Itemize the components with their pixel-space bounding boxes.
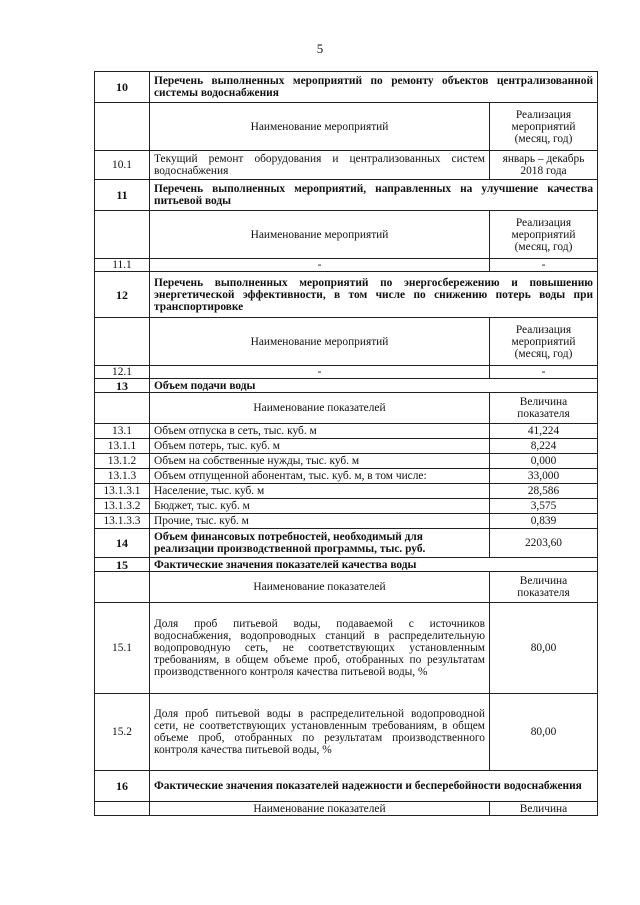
row-name: -: [150, 259, 490, 272]
row-value: 8,224: [490, 439, 598, 454]
row-value: 0,839: [490, 514, 598, 529]
column-header-value: Реализация мероприятий (месяц, год): [490, 103, 598, 151]
row-number: 13.1.3: [95, 469, 150, 484]
table-row: [95, 694, 598, 771]
row-name: Прочие, тыс. куб. м: [150, 514, 490, 529]
table-header-row: [95, 318, 598, 366]
section-title: Объем подачи воды: [150, 379, 598, 393]
row-number: 10.1: [95, 151, 150, 180]
row-number: 12.1: [95, 366, 150, 379]
row-value: 80,00: [490, 603, 598, 694]
row-name: Доля проб питьевой воды, подаваемой с источников водоснабжения, водопроводных станций в распределительную водопроводную сеть, не соответствующих установленным требованиям, в общем объеме проб, отобранных по результатам производственного контроля качества питьевой воды, %: [150, 603, 490, 694]
row-value: 3,575: [490, 499, 598, 514]
section-number: 13: [95, 379, 150, 393]
section-number: 14: [95, 529, 150, 558]
page-number: 5: [316, 41, 324, 56]
table-header-row: [95, 572, 598, 603]
row-name: Текущий ремонт оборудования и централизованных систем водоснабжения: [150, 151, 490, 180]
row-name: -: [150, 366, 490, 379]
column-header-name: Наименование мероприятий: [150, 318, 490, 366]
section-11-row: [95, 180, 598, 211]
section-title: Фактические значения показателей качества воды: [150, 558, 598, 572]
row-name: Объем отпущенной абонентам, тыс. куб. м, в том числе:: [150, 469, 490, 484]
row-number: 13.1: [95, 424, 150, 439]
row-value: 80,00: [490, 694, 598, 771]
table-header-row: [95, 393, 598, 424]
row-number: 13.1.2: [95, 454, 150, 469]
section-title: Перечень выполненных мероприятий по энергосбережению и повышению энергетической эффективности, в том числе по снижению потерь воды при транспортировке: [150, 272, 598, 318]
table-row: [95, 439, 598, 454]
section-title: Перечень выполненных мероприятий, направленных на улучшение качества питьевой воды: [150, 180, 598, 211]
row-number: 13.1.3.2: [95, 499, 150, 514]
section-12-row: [95, 272, 598, 318]
table-header-row: [95, 211, 598, 259]
table-row: [95, 424, 598, 439]
section-13-row: [95, 379, 598, 393]
row-name: Объем отпуска в сеть, тыс. куб. м: [150, 424, 490, 439]
row-value: 0,000: [490, 454, 598, 469]
table-header-row: [95, 802, 598, 816]
section-title: Фактические значения показателей надежности и бесперебойности водоснабжения: [150, 771, 598, 802]
row-name: Объем потерь, тыс. куб. м: [150, 439, 490, 454]
row-name: Население, тыс. куб. м: [150, 484, 490, 499]
table-row: [95, 454, 598, 469]
section-number: 10: [95, 72, 150, 103]
row-value: январь – декабрь 2018 года: [490, 151, 598, 180]
section-10-row: [95, 72, 598, 103]
table-row: [95, 151, 598, 180]
column-header-value: Величина показателя: [490, 572, 598, 603]
row-name: Доля проб питьевой воды в распределительной водопроводной сети, не соответствующих установленным требованиям, в общем объеме проб, отобранных по результатам производственного контроля качества питьевой воды, %: [150, 694, 490, 771]
section-15-row: [95, 558, 598, 572]
row-name: Объем на собственные нужды, тыс. куб. м: [150, 454, 490, 469]
table-row: [95, 499, 598, 514]
table-row: [95, 514, 598, 529]
section-number: 16: [95, 771, 150, 802]
row-value: -: [490, 259, 598, 272]
table-row: [95, 603, 598, 694]
section-number: 15: [95, 558, 150, 572]
row-value: 28,586: [490, 484, 598, 499]
row-number: 15.1: [95, 603, 150, 694]
section-title: Объем финансовых потребностей, необходимый для реализации производственной программы, тыс. руб.: [150, 529, 490, 558]
row-number: 13.1.3.3: [95, 514, 150, 529]
row-value: -: [490, 366, 598, 379]
section-16-row: [95, 771, 598, 802]
column-header-value: Величина показателя: [490, 393, 598, 424]
table-header-row: [95, 103, 598, 151]
row-value: 33,000: [490, 469, 598, 484]
table-row: [95, 259, 598, 272]
table-row: [95, 366, 598, 379]
column-header-name: Наименование мероприятий: [150, 211, 490, 259]
section-number: 11: [95, 180, 150, 211]
row-number: 15.2: [95, 694, 150, 771]
table-row: [95, 469, 598, 484]
production-program-table: [94, 71, 598, 816]
section-number: 12: [95, 272, 150, 318]
row-value: 41,224: [490, 424, 598, 439]
column-header-name: Наименование мероприятий: [150, 103, 490, 151]
column-header-name: Наименование показателей: [150, 393, 490, 424]
column-header-value: Величина: [490, 802, 598, 816]
column-header-name: Наименование показателей: [150, 572, 490, 603]
row-number: 11.1: [95, 259, 150, 272]
column-header-value: Реализация мероприятий (месяц, год): [490, 211, 598, 259]
row-name: Бюджет, тыс. куб. м: [150, 499, 490, 514]
row-value: 2203,60: [490, 529, 598, 558]
section-title: Перечень выполненных мероприятий по ремонту объектов централизованной системы водоснабжения: [150, 72, 598, 103]
column-header-name: Наименование показателей: [150, 802, 490, 816]
column-header-value: Реализация мероприятий (месяц, год): [490, 318, 598, 366]
table-row: [95, 484, 598, 499]
row-number: 13.1.3.1: [95, 484, 150, 499]
section-14-row: [95, 529, 598, 558]
row-number: 13.1.1: [95, 439, 150, 454]
